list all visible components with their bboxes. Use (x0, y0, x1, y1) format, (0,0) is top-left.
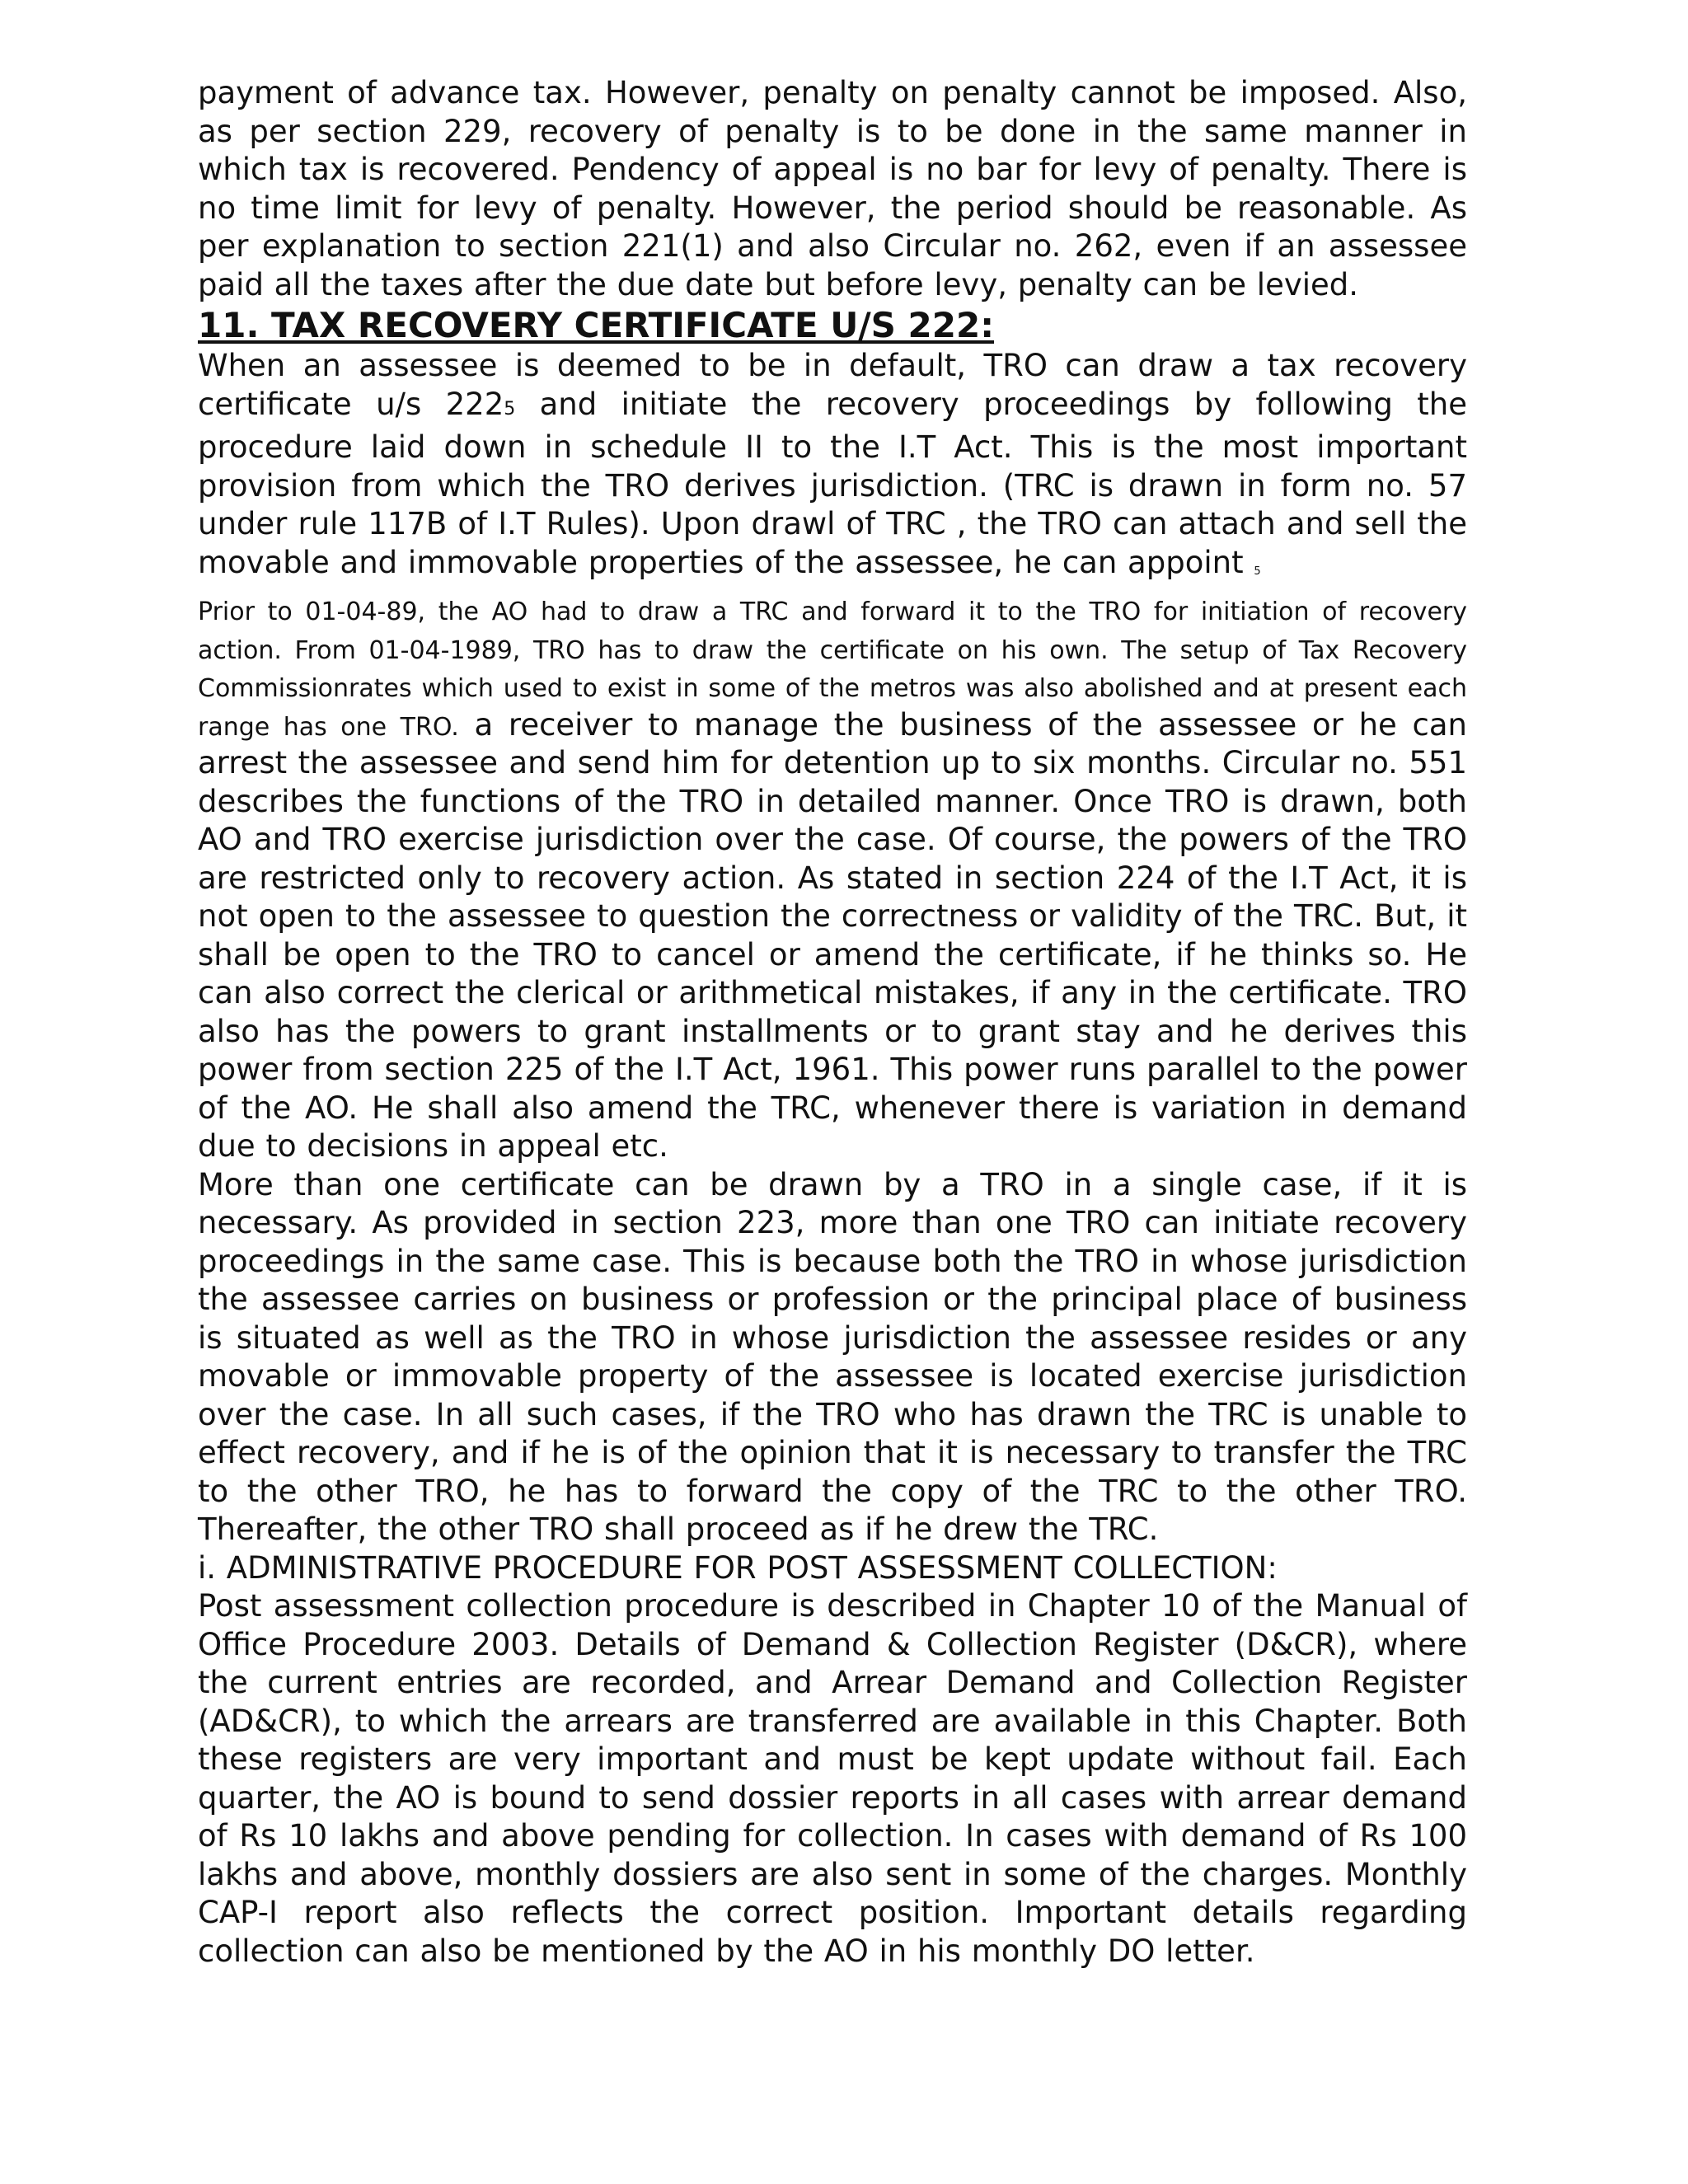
post-assessment-text-b: with arrear demand of Rs 10 lakhs and above pending for collection. In cases with demand of Rs 100 lakhs and above, monthly dossiers are also sent in some of the charges. Monthly CAP-I report also reflects the correct position. Important details regarding collection can also be mentioned by the AO in his monthly DO letter. (198, 1779, 1467, 1969)
footnote-reference: 5 (504, 398, 516, 419)
trc-intro-text-b: and initiate the recovery proceedings by following the procedure laid down in schedule II to the I.T Act. This is the most important provision from which the TRO derives jurisdiction. (TRC is drawn in form no. 57 under rule 117B of I.T Rules). Upon drawl of TRC , the TRO can attach and sell the movable and immovable properties of the assessee, he can appoint (198, 386, 1467, 580)
paragraph-trc-intro (198, 347, 1467, 1166)
paragraph-multiple-trc: More than one certificate can be drawn by a TRO in a single case, if it is necessary. As provided in section 223, more than one TRO can initiate recovery proceedings in the same case. This is because both the TRO in whose jurisdiction the assessee carries on business or profession or the principal place of business is situated as well as the TRO in whose jurisdiction the assessee resides or any movable or immovable property of the assessee is located exercise jurisdiction over the case. In all such cases, if the TRO who has drawn the TRC is unable to effect recovery, and if he is of the opinion that it is necessary to transfer the TRC to the other TRO, he has to forward the copy of the TRC to the other TRO. Thereafter, the other TRO shall proceed as if he drew the TRC. (198, 1166, 1467, 1547)
trc-intro-text-c: a receiver to manage the business of the assessee or he can arrest the assessee and send him for detention up to six months. Circular no. 551 describes the functions of the TRO in detailed manner. Once TRO is drawn, both AO and TRO exercise jurisdiction over the case. Of course, the powers of the TRO are restricted only to recovery action. As stated in section 224 of the I.T Act, it is not open to the assessee to question the correctness or validity of the TRC. But, it shall be open to the TRO to cancel or amend the certificate, if he thinks so. He can also correct the clerical or arithmetical mistakes, if any in the certificate. TRO also has the powers to grant installments or to grant stay and he derives this power from section 225 of the I.T Act, 1961. This power runs parallel to the power of the AO. He shall also amend the TRC, whenever there is variation in demand due to decisions in appeal etc. (198, 706, 1467, 1164)
subheading-administrative-procedure: i. ADMINISTRATIVE PROCEDURE FOR POST ASSESSMENT COLLECTION: (198, 1549, 1278, 1586)
paragraph-post-assessment (198, 1587, 1467, 1971)
document-page (198, 74, 1467, 1971)
trc-intro-text-a: When an assessee is deemed to be in default, TRO can draw a tax recovery certificate u/s 222 (198, 348, 1467, 422)
post-assessment-text-a: Post assessment collection procedure is described in Chapter 10 of the Manual of Office Procedure 2003. Details of Demand & Collection Register (D&CR), where the current entries are recorded, and Arrear Demand and Collection Register (AD&CR), to which the arrears are transferred are available in this Chapter. Both these registers are very important and must be kept update without fail. Each quarter, the AO is bound to send dossier reports in all cases (198, 1588, 1467, 1816)
footnote-marker: 5 (1254, 565, 1261, 578)
paragraph-penalty: payment of advance tax. However, penalty on penalty cannot be imposed. Also, as per section 229, recovery of penalty is to be done in the same manner in which tax is recovered. Pendency of appeal is no bar for levy of penalty. There is no time limit for levy of penalty. However, the period should be reasonable. As per explanation to section 221(1) and also Circular no. 262, even if an assessee paid all the taxes after the due date but before levy, penalty can be levied. (198, 75, 1467, 302)
footnote-text: Prior to 01-04-89, the AO had to draw a TRC and forward it to the TRO for initiation of recovery action. From 01-04-1989, TRO has to draw the certificate on his own. The setup of Tax Recovery Commissionrates which used to exist in some of the metros was also abolished and at present each range has one TRO. (198, 598, 1467, 742)
section-heading-trc: 11. TAX RECOVERY CERTIFICATE U/S 222: (198, 305, 994, 345)
